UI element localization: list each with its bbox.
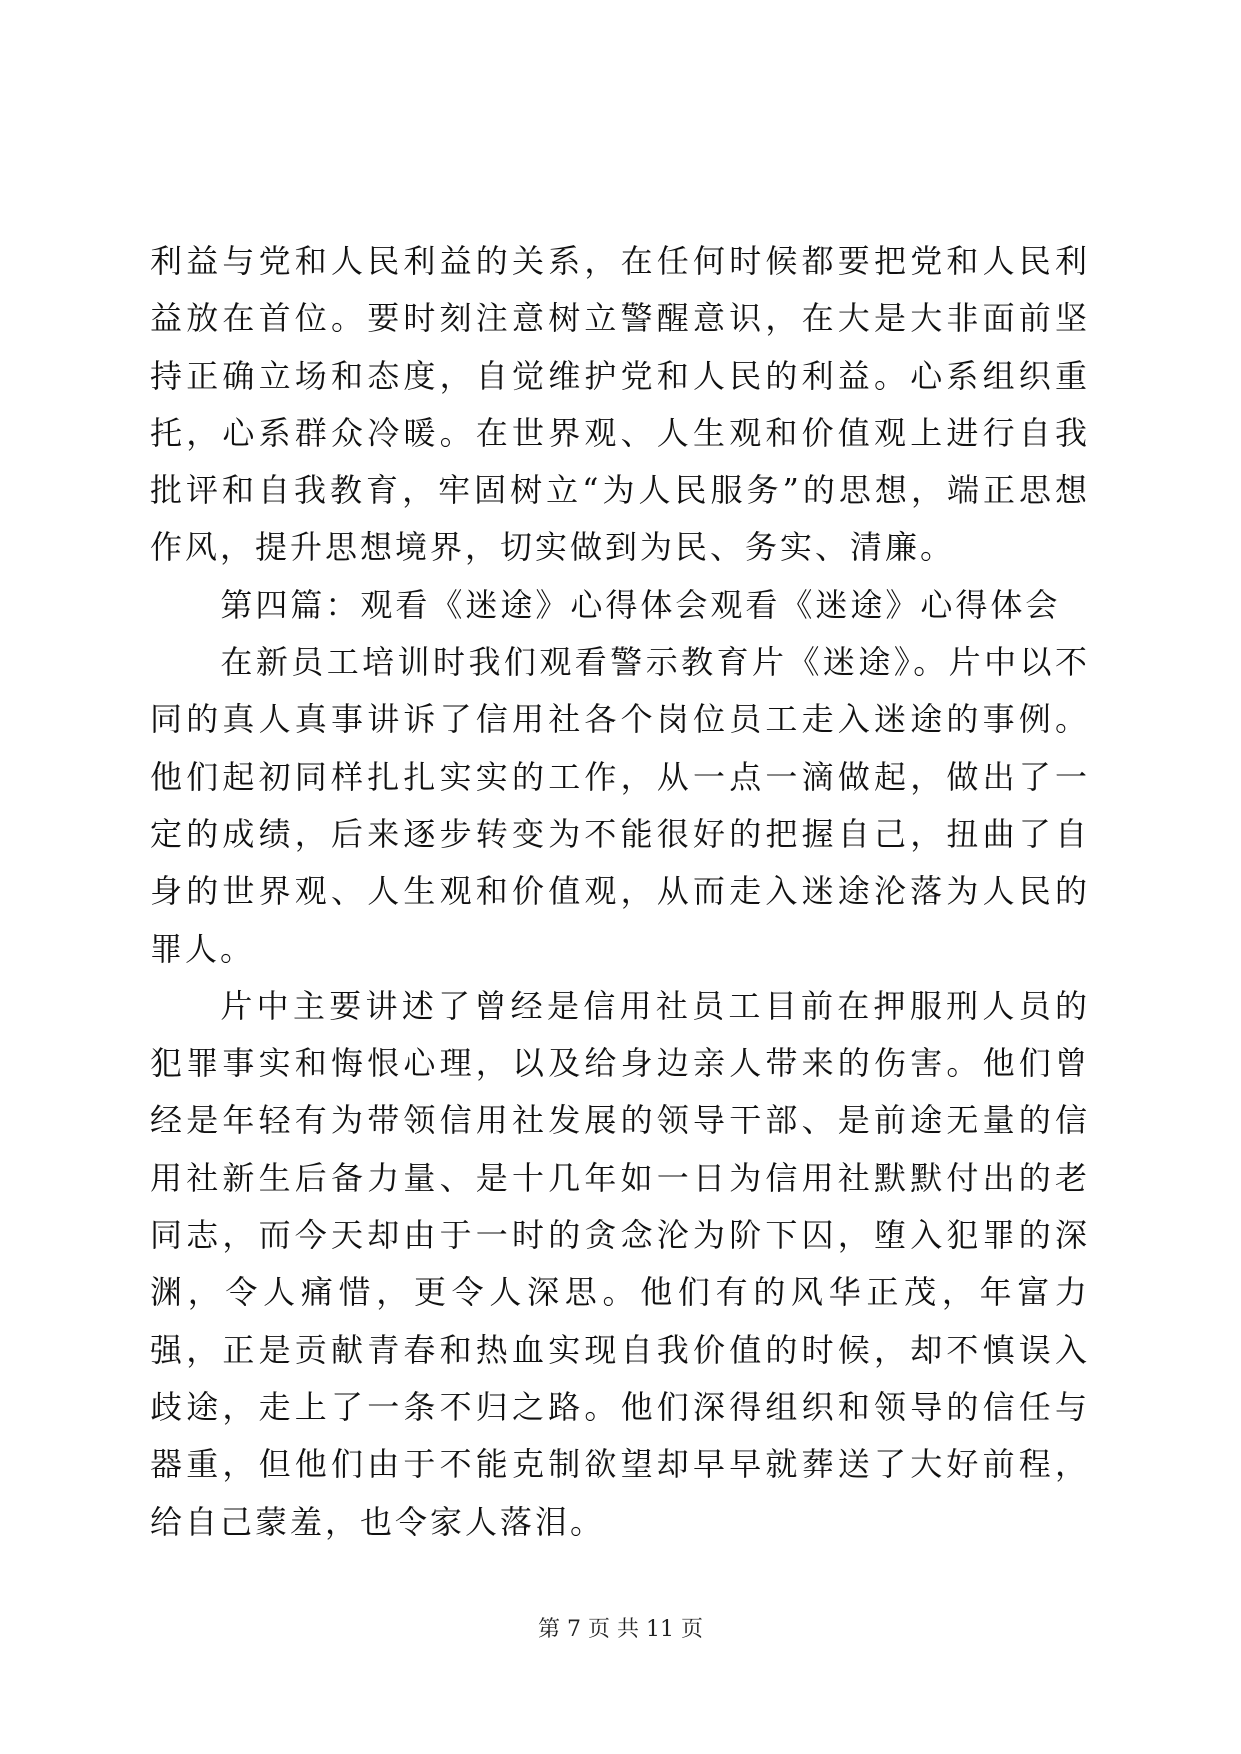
page-footer: 第 7 页 共 11 页: [538, 1617, 703, 1642]
paragraph: 片中主要讲述了曾经是信用社员工目前在押服刑人员的犯罪事实和悔恨心理，以及给身边亲人带来的伤害。他们曾经是年轻有为带领信用社发展的领导干部、是前途无量的信用社新生后备力量、是十几年如一日为信用社默默付出的老同志，而今天却由于一时的贪念沦为阶下囚，堕入犯罪的深渊，令人痛惜，更令人深思。他们有的风华正茂，年富力强，正是贡献青春和热血实现自我价值的时候，却不慎误入歧途，走上了一条不归之路。他们深得组织和领导的信任与器重，但他们由于不能克制欲望却早早就葬送了大好前程，给自己蒙羞，也令家人落泪。: [150, 986, 1090, 1541]
section-heading: 第四篇：观看《迷途》心得体会观看《迷途》心得体会: [220, 585, 1061, 624]
document-body: [150, 233, 1090, 1551]
paragraph-continuation: 利益与党和人民利益的关系，在任何时候都要把党和人民利益放在首位。要时刻注意树立警醒意识，在大是大非面前坚持正确立场和态度，自觉维护党和人民的利益。心系组织重托，心系群众冷暖。在世界观、人生观和价值观上进行自我批评和自我教育，牢固树立“为人民服务”的思想，端正思想作风，提升思想境界，切实做到为民、务实、清廉。: [150, 242, 1090, 567]
paragraph: 在新员工培训时我们观看警示教育片《迷途》。片中以不同的真人真事讲诉了信用社各个岗位员工走入迷途的事例。他们起初同样扎扎实实的工作，从一点一滴做起，做出了一定的成绩，后来逐步转变为不能很好的把握自己，扭曲了自身的世界观、人生观和价值观，从而走入迷途沦落为人民的罪人。: [150, 643, 1090, 968]
